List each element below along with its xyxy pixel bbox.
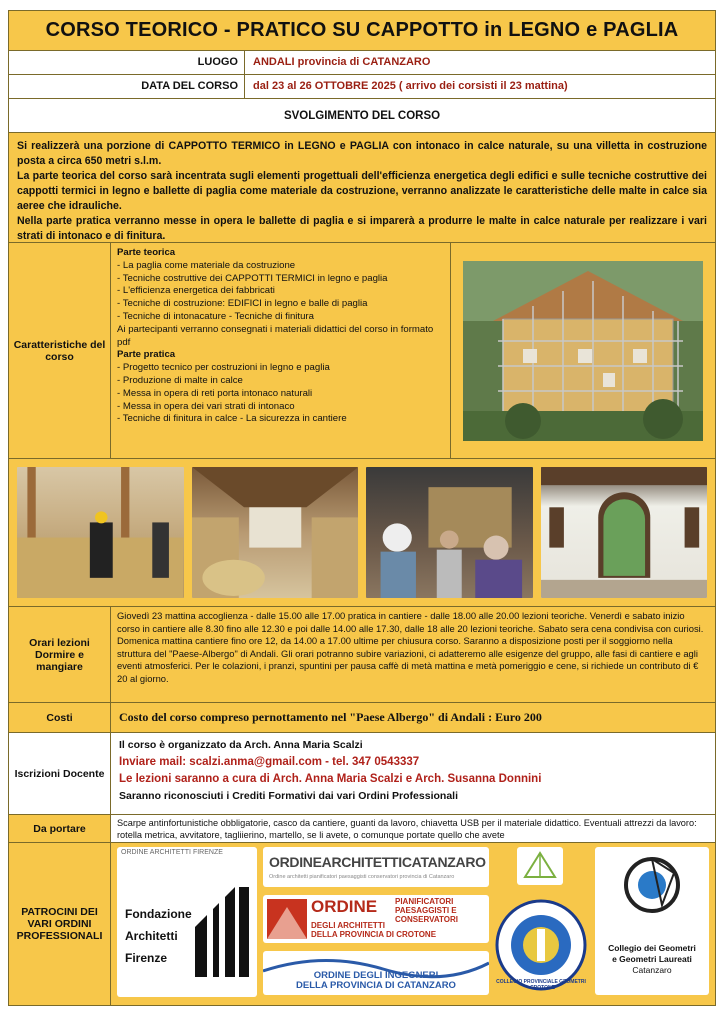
theory-item: - Tecniche di costruzione: EDIFICI in legno e balle di paglia [117,298,444,311]
workshop-scene-3 [366,467,533,598]
location-row [9,51,715,75]
cost-row [9,703,715,733]
theory-item: - Tecniche di intonacature - Tecniche di finitura [117,311,444,324]
practice-item: - Produzione di malte in calce [117,375,444,388]
cost-label: Costi [9,703,111,732]
house-photo-cell [451,243,715,458]
theory-item: - La paglia come materiale da costruzione [117,260,444,273]
green-mark-icon [517,847,563,885]
sponsors-logos [111,843,715,993]
date-label: DATA DEL CORSO [9,75,245,98]
location-value: ANDALI provincia di CATANZARO [253,56,431,68]
schedule-text: Giovedì 23 mattina accoglienza - dalle 15.00 alle 17.00 pratica in cantiere - dalle 18.00 alle 20.00 lezioni teoriche. Venerdì e sabato inizio corso in cantiere alle 8.30 fino alle 12.30 e poi dalle 14.00 alle 17.30, dalle 18 alle 20 lezioni teoriche. Sabato sera cena condivisa con curiosi. Domenica mattina cantiere fino ore 12, da 14.00 a 17.00 ultime per chiusura corso. Saranno a disposizione posti per il soggiorno nella struttura del "Paese-Albergo" di Andali. Gli orari potranno subire variazioni, ci adatteremo alle esigenze del gruppo, alle fasi di cantiere e agli eventi atmosferici. Per le colazioni, i pranzi, spuntini per pausa caffè di metà mattina e metà pomeriggio e cene, si richiede un contributo di € 20 al giorno. [117,610,704,684]
registration-label: Iscrizioni Docente [9,733,111,814]
ingegneri-text [263,971,489,991]
course-title-text: CORSO TEORICO - PRATICO SU CAPPOTTO in LEGNO e PAGLIA [45,19,679,41]
geometri-catanzaro-mark-icon [622,855,682,915]
characteristics-row [9,243,715,459]
geometri-crotone-seal-icon [495,899,587,991]
registration-row [9,733,715,815]
logo-geometri-catanzaro [595,847,709,995]
ingegneri-line: ORDINE DEGLI INGEGNERI [313,970,439,981]
workshop-photo-3 [366,467,533,598]
characteristics-label: Caratteristiche del corso [9,243,111,458]
fondazione-top-text: ORDINE ARCHITETTI FIRENZE [121,849,223,856]
course-title [9,11,715,51]
intro-p3: Nella parte pratica verranno messe in opera le ballette di paglia e si imparerà a produrre le malte in calce naturale per realizzare i vari strati di intonaco e di finitura. [17,215,707,242]
photo-strip [9,459,715,607]
practice-item: - Tecniche di finitura in calce - La sicurezza in cantiere [117,413,444,426]
geometri-crotone-text: COLLEGIO PROVINCIALE GEOMETRI · CROTONE [496,979,586,991]
practice-list [117,362,444,426]
crotone-bottom-line: DELLA PROVINCIA DI CROTONE [311,930,437,939]
workshop-scene-2 [192,467,359,598]
crotone-right-text [395,897,458,924]
oa-catanzaro-sub: Ordine architetti pianificatori paesaggisti conservatori provincia di Catanzaro [269,874,455,880]
theory-item: - Tecniche costruttive dei CAPPOTTI TERMICI in legno e paglia [117,273,444,286]
logo-small-green [517,847,563,885]
house-scaffold-photo [463,261,703,441]
intro-p1: Si realizzerà una porzione di CAPPOTTO TERMICO in LEGNO e PAGLIA con intonaco in calce naturale, su una villetta in costruzione posta a circa 650 metri s.l.m. [17,140,707,167]
bring-label: Da portare [9,815,111,842]
oa-catanzaro-name: ORDINEARCHITETTICATANZARO [269,854,486,870]
fondazione-line: Firenze [125,951,168,965]
logo-ordine-crotone [263,895,489,943]
crotone-right-line: CONSERVATORI [395,915,458,924]
schedule-label: Orari lezioni Dormire e mangiare [9,607,111,702]
contact-line[interactable]: Inviare mail: scalzi.anma@gmail.com - tel. 347 0543337 [119,756,420,768]
logo-fondazione-firenze [117,847,257,997]
workshop-photo-4 [541,467,708,598]
schedule-row [9,607,715,703]
credits-line: Saranno riconosciuti i Crediti Formativi dai vari Ordini Professionali [119,790,458,802]
practice-item: - Messa in opera dei vari strati di intonaco [117,401,444,414]
workshop-photo-1 [17,467,184,598]
characteristics-text [111,243,451,458]
crotone-bottom-text [311,921,436,939]
practice-title: Parte pratica [117,349,176,361]
crotone-right-line: PIANIFICATORI [395,897,454,906]
section-title [9,99,715,133]
workshop-scene-4 [541,467,708,598]
bring-row [9,815,715,843]
poster [8,10,716,1006]
date-value: dal 23 al 26 OTTOBRE 2025 ( arrivo dei corsisti il 23 mattina) [253,80,568,92]
practice-item: - Progetto tecnico per costruzioni in legno e paglia [117,362,444,375]
section-title-text: SVOLGIMENTO DEL CORSO [283,109,441,122]
fondazione-line: Fondazione [125,907,192,921]
date-row [9,75,715,99]
sponsors-row [9,843,715,1005]
logo-oa-catanzaro [263,847,489,887]
geometri-catanzaro-line: e Geometri Laureati [612,954,692,964]
cost-text: Costo del corso compreso pernottamento nel "Paese Albergo" di Andali : Euro 200 [119,710,542,724]
fondazione-name [125,903,192,969]
geometri-catanzaro-text [595,943,709,976]
organizer-line: Il corso è organizzato da Arch. Anna Maria Scalzi [119,739,363,751]
intro-block [9,133,715,243]
fondazione-mark-icon [195,877,253,977]
geometri-catanzaro-line: Catanzaro [632,965,672,975]
bring-text: Scarpe antinfortunistiche obbligatorie, casco da cantiere, guanti da lavoro, chiavetta USB per il materiale didattico. Eventuali attrezzi da lavoro: rotella metrica, avvitatore, tagliierino, martello, se li avete, o comunque portate quello che avete [111,815,715,842]
practice-item: - Messa in opera di reti porta intonaco naturali [117,388,444,401]
crotone-bottom-line: DEGLI ARCHITETTI [311,921,385,930]
theory-item: - L'efficienza energetica dei fabbricati [117,285,444,298]
ingegneri-line: DELLA PROVINCIA DI CATANZARO [296,980,456,991]
logo-geometri-crotone [495,899,587,991]
crotone-right-line: PAESAGGISTI E [395,906,457,915]
sponsors-label: PATROCINI DEI VARI ORDINI PROFESSIONALI [9,843,111,1005]
crotone-big-text: ORDINE [311,897,378,916]
fondazione-line: Architetti [125,929,178,943]
workshop-scene-1 [17,467,184,598]
theory-list [117,260,444,324]
teachers-line: Le lezioni saranno a cura di Arch. Anna Maria Scalzi e Arch. Susanna Donnini [119,773,542,785]
logo-ingegneri-catanzaro [263,951,489,995]
geometri-catanzaro-line: Collegio dei Geometri [608,943,696,953]
crotone-mark-icon [267,899,307,939]
intro-p2: La parte teorica del corso sarà incentrata sugli elementi progettuali dell'efficienza energetica degli edifici e sulle tecniche costruttive dei cappotti termici in legno e ballette di paglia come materiale da costruzione, verranno analizzate le caratteristiche delle malte in calce sia aeree che idrauliche. [17,170,707,212]
registration-text [111,733,715,814]
workshop-photo-2 [192,467,359,598]
theory-title: Parte teorica [117,247,176,258]
location-label: LUOGO [9,51,245,74]
materials-note: Ai partecipanti verranno consegnati i materiali didattici del corso in formato pdf [117,323,434,348]
